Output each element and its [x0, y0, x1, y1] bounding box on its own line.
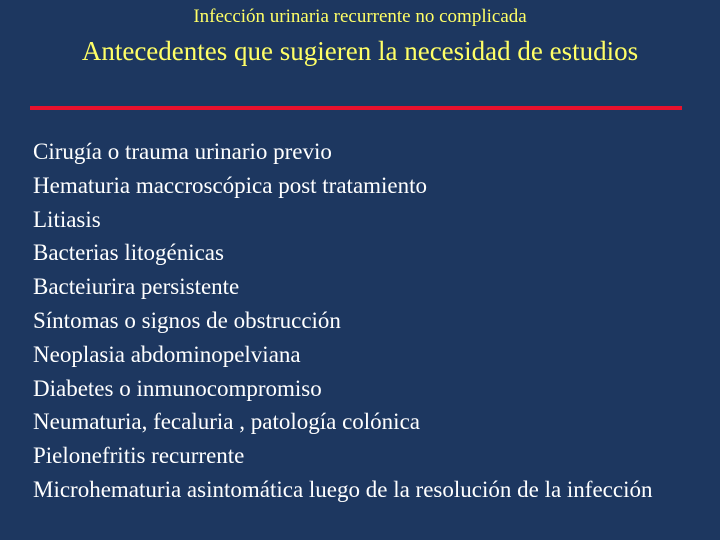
list-item: Diabetes o inmunocompromiso: [33, 375, 322, 401]
criteria-list: [33, 135, 693, 507]
list-item: Neoplasia abdominopelviana: [33, 341, 301, 367]
list-item: Síntomas o signos de obstrucción: [33, 307, 341, 333]
title-divider: [30, 106, 682, 110]
list-item: Neumaturia, fecaluria , patología colónica: [33, 409, 420, 435]
slide-title: Antecedentes que sugieren la necesidad de estudios: [81, 36, 639, 66]
list-item: Litiasis: [33, 206, 101, 232]
list-item: Microhematuria asintomática luego de la resolución de la infección: [33, 476, 653, 502]
list-item: Cirugía o trauma urinario previo: [33, 139, 332, 164]
list-item: Bacterias litogénicas: [33, 240, 224, 266]
list-item: Hematuria maccroscópica post tratamiento: [33, 172, 428, 198]
slide-subtitle: Infección urinaria recurrente no complicada: [193, 6, 527, 27]
list-item: Bacteiurira persistente: [33, 274, 240, 300]
list-item: Pielonefritis recurrente: [33, 443, 245, 469]
